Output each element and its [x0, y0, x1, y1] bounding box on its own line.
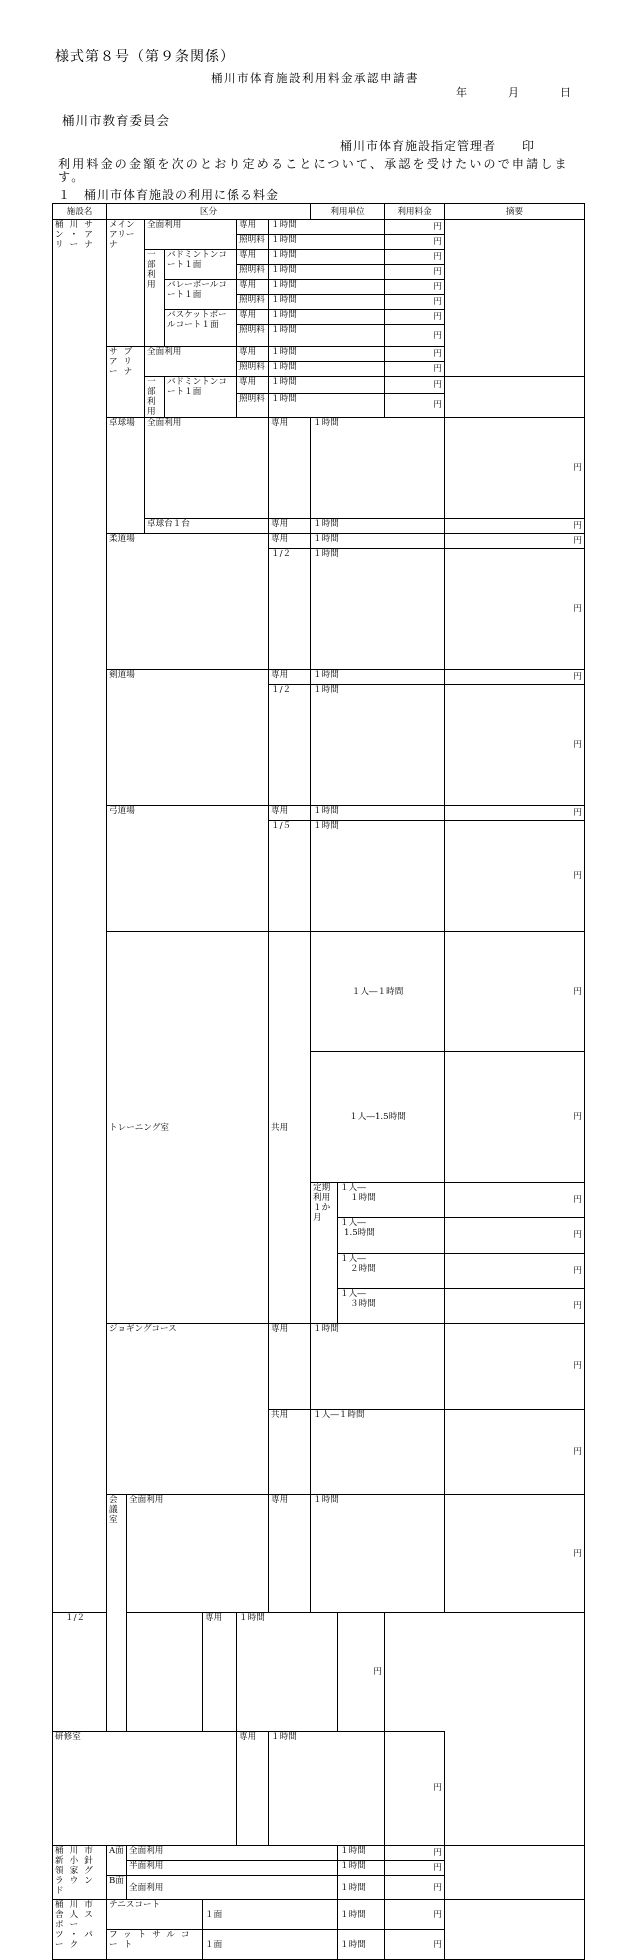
usage-unit: １時間 — [311, 1495, 445, 1613]
usage-unit: １時間 — [311, 821, 445, 932]
remarks-empty — [445, 1846, 585, 1900]
fee-cell: 円 — [445, 1324, 585, 1410]
usage-unit: １時間 — [311, 519, 445, 534]
usage-unit: １時間 — [311, 670, 445, 685]
table-tennis-whole: 全面利用 — [145, 418, 269, 519]
usage-type: 専用 — [269, 1495, 311, 1613]
fee-cell: 円 — [445, 806, 585, 821]
usage-unit: １人―１時間 — [311, 932, 445, 1052]
usage-unit: １時間 — [269, 310, 385, 325]
header-unit: 利用単位 — [311, 204, 385, 220]
date-line — [456, 84, 571, 100]
table-row — [53, 1495, 585, 1613]
usage-type: １/５ — [269, 821, 311, 932]
usage-unit: １時間 — [237, 1613, 338, 1731]
training-label: トレーニング室 — [107, 932, 269, 1324]
usage-type: 共用 — [269, 932, 311, 1324]
table-row — [53, 1613, 585, 1731]
main-partial-use: 一部利用 — [145, 250, 165, 347]
futsal-label: フットサルコート — [107, 1930, 203, 1960]
usage-unit: １時間 — [269, 1731, 385, 1845]
fee-cell: 円 — [445, 549, 585, 670]
fee-cell: 円 — [385, 347, 445, 362]
usage-type: 専用 — [237, 347, 269, 362]
usage-type: 照明料 — [237, 295, 269, 310]
kendo-label: 剣道場 — [107, 670, 269, 806]
usage-unit: １時間 — [269, 362, 385, 377]
fee-cell: 円 — [385, 1731, 445, 1845]
unit-person: １人― — [340, 1218, 366, 1229]
sender-signature: 桶川市体育施設指定管理者 印 — [340, 139, 536, 153]
addressee: 桶川市教育委員会 — [62, 113, 171, 128]
usage-type: 専用 — [237, 310, 269, 325]
table-row — [53, 806, 585, 821]
usage-type: 専用 — [237, 280, 269, 295]
main-whole-use: 全面利用 — [145, 220, 237, 250]
fee-cell: 円 — [385, 295, 445, 310]
unit-duration: １時間 — [350, 1193, 376, 1203]
volleyball-label: バレーボールコート１面 — [165, 280, 237, 310]
usage-unit: １時間 — [269, 265, 385, 280]
unit-duration: 1.5時間 — [344, 1228, 375, 1239]
fee-cell: 円 — [385, 310, 445, 325]
unit-person: １人― — [340, 1183, 366, 1193]
meeting-label: 会議室 — [107, 1495, 127, 1732]
date-day-label: 日 — [560, 86, 571, 99]
usage-unit: １時間 — [269, 235, 385, 250]
table-header-row — [53, 204, 585, 220]
usage-unit: １時間 — [269, 325, 385, 347]
fee-cell: 円 — [385, 280, 445, 295]
usage-unit: １人―１時間 — [311, 1409, 445, 1495]
usage-type: 照明料 — [237, 393, 269, 417]
table-row — [53, 670, 585, 685]
facility-sports-park: 桶川市舎人スポーツ・パーク — [53, 1900, 107, 1960]
usage-type: １/２ — [269, 685, 311, 806]
date-month-label: 月 — [508, 86, 519, 99]
table-row — [53, 932, 585, 1052]
fee-cell: 円 — [445, 534, 585, 549]
usage-type: 専用 — [237, 220, 269, 235]
ground-b-label: B面 — [107, 1876, 127, 1900]
fee-cell: 円 — [385, 377, 445, 394]
fee-cell: 円 — [338, 1613, 385, 1731]
facility-ground: 桶川市新小針領家グラウンド — [53, 1846, 107, 1900]
fee-cell: 円 — [385, 250, 445, 265]
fee-cell: 円 — [385, 220, 445, 235]
table-row — [53, 220, 585, 235]
ground-a-half: 半面利用 — [127, 1861, 338, 1876]
usage-type: 専用 — [269, 534, 311, 549]
jogging-label: ジョギングコース — [107, 1324, 269, 1495]
date-year-label: 年 — [456, 86, 467, 99]
periodic-2h — [338, 1253, 445, 1288]
periodic-1-5h — [338, 1218, 445, 1253]
table-row — [53, 1324, 585, 1410]
badminton-label: バドミントンコート１面 — [165, 250, 237, 280]
usage-unit: １時間 — [311, 549, 445, 670]
usage-unit: １時間 — [311, 418, 445, 519]
fee-cell: 円 — [445, 519, 585, 534]
main-arena-label: メインアリーナ — [107, 220, 145, 347]
usage-type: 照明料 — [237, 265, 269, 280]
unit-duration: ２時間 — [350, 1263, 376, 1274]
usage-type: １/２ — [269, 549, 311, 670]
usage-unit: １時間 — [311, 806, 445, 821]
fee-cell: 円 — [445, 685, 585, 806]
basketball-label: バスケットボールコート１面 — [165, 310, 237, 347]
usage-type: 専用 — [269, 670, 311, 685]
fee-cell: 円 — [385, 1861, 445, 1876]
fee-cell: 円 — [445, 1409, 585, 1495]
unit-person: １人― — [340, 1253, 366, 1264]
table-tennis-one: 卓球台１台 — [145, 519, 269, 534]
fee-cell: 円 — [445, 1288, 585, 1323]
fee-cell: 円 — [445, 1495, 585, 1613]
usage-type: 専用 — [269, 418, 311, 519]
header-fee: 利用料金 — [385, 204, 445, 220]
remarks-empty — [445, 377, 585, 418]
fee-cell: 円 — [385, 325, 445, 347]
sub-whole-use: 全面利用 — [145, 347, 237, 377]
fee-table — [52, 203, 585, 1960]
usage-type: 専用 — [237, 250, 269, 265]
remarks-empty — [445, 220, 585, 377]
table-tennis-label: 卓球場 — [107, 418, 145, 534]
usage-unit: １時間 — [338, 1876, 385, 1900]
usage-unit: １時間 — [269, 295, 385, 310]
header-facility: 施設名 — [53, 204, 107, 220]
fee-cell: 円 — [385, 1900, 445, 1930]
usage-unit: １時間 — [269, 220, 385, 235]
form-number: 様式第８号（第９条関係） — [55, 49, 235, 65]
fee-cell: 円 — [445, 1052, 585, 1183]
table-row — [53, 1900, 585, 1930]
usage-unit: １時間 — [269, 393, 385, 417]
section-title: １ 桶川市体育施設の利用に係る料金 — [58, 188, 280, 202]
fee-cell: 円 — [445, 1253, 585, 1288]
table-row — [53, 534, 585, 549]
fee-cell: 円 — [385, 265, 445, 280]
usage-unit: １時間 — [338, 1861, 385, 1876]
ground-b-whole: 全面利用 — [127, 1876, 338, 1900]
usage-type: 専用 — [269, 519, 311, 534]
usage-type: 専用 — [237, 377, 269, 394]
facility-gym: 桶川サン・アリーナ — [53, 220, 107, 1613]
fee-cell: 円 — [445, 1218, 585, 1253]
fee-cell: 円 — [385, 393, 445, 417]
court-count: １面 — [203, 1930, 338, 1960]
fee-cell: 円 — [445, 821, 585, 932]
usage-unit: １時間 — [269, 280, 385, 295]
sub-arena-label: サブアリーナ — [107, 347, 145, 418]
usage-unit: １時間 — [311, 534, 445, 549]
usage-type: 専用 — [237, 1731, 269, 1845]
tennis-label: テニスコート — [107, 1900, 203, 1930]
fee-cell: 円 — [445, 670, 585, 685]
fee-cell: 円 — [385, 362, 445, 377]
request-text: 利用料金の金額を次のとおり定めることについて、承認を受けたいので申請します。 — [58, 157, 569, 184]
remarks-empty — [445, 1900, 585, 1960]
fee-cell: 円 — [445, 418, 585, 519]
usage-unit: １時間 — [338, 1930, 385, 1960]
fee-cell: 円 — [385, 1846, 445, 1861]
unit-duration: ３時間 — [350, 1298, 376, 1309]
usage-unit: １時間 — [311, 685, 445, 806]
table-row — [53, 418, 585, 519]
table-row — [53, 1731, 585, 1845]
usage-unit: １人―1.5時間 — [311, 1052, 445, 1183]
usage-type: 共用 — [269, 1409, 311, 1495]
usage-unit: １時間 — [269, 250, 385, 265]
usage-unit: １時間 — [269, 347, 385, 362]
usage-type: 専用 — [269, 1324, 311, 1410]
usage-type: 専用 — [203, 1613, 237, 1731]
fee-cell: 円 — [385, 1930, 445, 1960]
sub-partial-use: 一部利用 — [145, 377, 165, 418]
sub-badminton-label: バドミントンコート１面 — [165, 377, 237, 418]
ground-a-label: A面 — [107, 1846, 127, 1876]
document-title: 桶川市体育施設利用料金承認申請書 — [211, 71, 419, 85]
periodic-label: 定期利用１か月 — [311, 1183, 338, 1324]
periodic-3h — [338, 1288, 445, 1323]
usage-type: 専用 — [269, 806, 311, 821]
usage-unit: １時間 — [338, 1846, 385, 1861]
unit-person: １人― — [340, 1288, 366, 1299]
study-label: 研修室 — [53, 1731, 237, 1845]
header-remarks: 摘要 — [445, 204, 585, 220]
usage-unit: １時間 — [269, 377, 385, 394]
ground-a-whole: 全面利用 — [127, 1846, 338, 1861]
table-row — [53, 1846, 585, 1861]
judo-label: 柔道場 — [107, 534, 269, 670]
court-count: １面 — [203, 1900, 338, 1930]
fee-cell: 円 — [445, 1183, 585, 1218]
fee-cell: 円 — [445, 932, 585, 1052]
usage-type: 照明料 — [237, 235, 269, 250]
periodic-1h — [338, 1183, 445, 1218]
usage-unit: １時間 — [311, 1324, 445, 1410]
header-category: 区分 — [107, 204, 311, 220]
usage-type: 照明料 — [237, 362, 269, 377]
usage-type: 照明料 — [237, 325, 269, 347]
fee-cell: 円 — [385, 235, 445, 250]
usage-unit: １時間 — [338, 1900, 385, 1930]
fee-cell: 円 — [385, 1876, 445, 1900]
meeting-half: １/２ — [53, 1613, 203, 1731]
meeting-whole: 全面利用 — [127, 1495, 269, 1613]
archery-label: 弓道場 — [107, 806, 269, 932]
